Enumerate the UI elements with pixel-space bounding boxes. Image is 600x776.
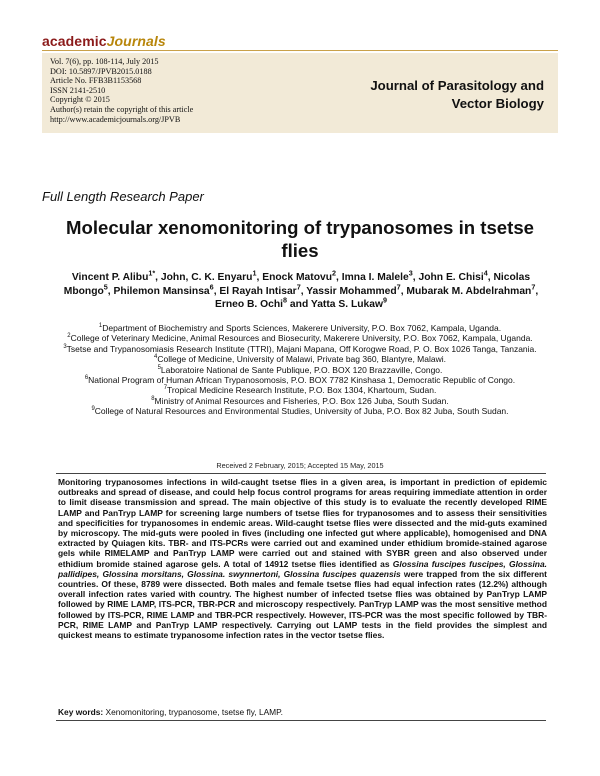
author-affiliation-mark: 9 — [383, 295, 388, 305]
affiliation — [48, 333, 552, 343]
author-name: Nicolas Mbongo — [63, 272, 531, 297]
logo-text-academic: academic — [42, 33, 107, 49]
affiliation-number: 8 — [151, 396, 155, 403]
keywords — [58, 707, 547, 717]
author-affiliation-mark: 5 — [103, 282, 108, 292]
author-list: Vincent P. Alibu$^{1*}$, John, C. K. Enyaru$^1$, Enock Matovu$^2$, Imna I. Malele$^3$, John E. Chisi$^4$, Nicolas Mbongo$^5$, Philemon Mansinsa$^6$, El Rayah Intisar$^7$, Yassir Mohammed$^7$, Mubarak M. Abdelrahman$^7$, Erneo B. Ochi$^8$ and Yatta S. Lukaw$^9$ — [63, 268, 539, 311]
author-name: John E. Chisi — [418, 272, 484, 283]
author-name: Enock Matovu — [262, 272, 333, 283]
affiliation-text: Department of Biochemistry and Sports Sciences, Makerere University, P.O. Box 7062, Kampala, Uganda. — [102, 323, 502, 333]
affiliation — [48, 365, 552, 375]
publisher-logo — [42, 33, 166, 49]
affiliation-text: College of Medicine, University of Malawi, Private bag 360, Blantyre, Malawi. — [157, 354, 446, 365]
affiliation-number: 6 — [84, 375, 89, 382]
author-name: Yatta S. Lukaw — [310, 299, 384, 311]
abstract — [58, 477, 547, 640]
affiliation-text: Laboratoire National de Sante Publique, P.O. BOX 120 Brazzaville, Congo. — [160, 364, 443, 375]
affiliation-number: 3 — [63, 343, 67, 350]
affiliation — [48, 375, 552, 385]
author — [214, 295, 288, 311]
author — [219, 282, 301, 297]
affiliation — [48, 406, 552, 416]
meta-doi: DOI: 10.5897/JPVB2015.0188 — [50, 66, 152, 76]
abstract-species: Glossina fuscipes fuscipes, Glossina. pallidipes, Glossina morsitans, Glossina. swynnertoni, Glossina fuscipes quazensis — [58, 558, 547, 579]
header-rule — [42, 50, 558, 51]
meta-article-no: Article No. FFB3B1153568 — [50, 76, 142, 86]
affiliation-text: Tsetse and Trypanosomiasis Research Institute (TTRI), Majani Mapana, Off Korogwe Road, P. O. Box 1026 Tanga, Tanzania. — [66, 343, 537, 354]
affiliation — [48, 354, 552, 364]
keywords-bottom-rule — [56, 720, 546, 721]
affiliation-text: College of Veterinary Medicine, Animal Resources and Biosecurity, Makerere University, P.O. Box 7062, Kampala, Uganda. — [70, 333, 533, 344]
author-name: Vincent P. Alibu — [71, 272, 149, 283]
abstract-text-part1: Monitoring trypanosomes infections in wild-caught tsetse flies in a given area, is important in prediction of epidemic outbreaks and spread of disease, and could help focus control programs for areas requiring immediate attention in order to limit disease transmission and spread. The main objective of this study is to evaluate the recently developed RIME LAMP and PanTryp LAMP for screening large numbers of tsetse flies for trypanosomes and to assess their sensitivities and specificities for trypanosomes in endemic areas. Wild-caught tsetse flies were dissected and the mid-guts examined by microscopy. The mid-guts were pooled in fives (including one infected gut where applicable), homogenised and DNA extracted by Quiagen kits. TBR- and ITS-PCRs were carried out and examined under ethidium bromide-stained agarose gels while RIMELAMP and PanTryp LAMP were carried out and stained with SYBR green and also observed under ethidium bromide stained agarose gels. A total of 14912 tsetse flies identified as — [58, 477, 547, 569]
author-name: Philemon Mansinsa — [113, 285, 210, 297]
meta-volume: Vol. 7(6), pp. 108-114, July 2015 — [50, 57, 159, 66]
affiliation-number: 5 — [157, 364, 161, 371]
author-name: Mubarak M. Abdelrahman — [406, 285, 532, 297]
author-affiliation-mark: 8 — [283, 295, 288, 305]
author-affiliation-mark: 7 — [296, 282, 301, 292]
author — [341, 268, 413, 283]
affiliation-list — [48, 323, 552, 417]
journal-name — [370, 77, 544, 113]
author — [310, 295, 388, 311]
affiliation-number: 7 — [163, 385, 167, 392]
affiliation — [48, 396, 552, 406]
author-affiliation-mark: 6 — [209, 282, 214, 292]
meta-issn: ISSN 2141-2510 — [50, 85, 106, 95]
logo-text-journals: Journals — [106, 33, 166, 49]
keywords-text: Xenomonitoring, trypanosome, tsetse fly, LAMP. — [103, 707, 283, 717]
affiliation — [48, 323, 552, 333]
affiliation-text: National Program of Human African Trypanosomosis, P.O. BOX 7782 Kinshasa 1, Democratic Republic of Congo. — [88, 375, 516, 386]
meta-rights: Author(s) retain the copyright of this article — [50, 104, 194, 114]
affiliation — [48, 344, 552, 354]
author-affiliation-mark: 1* — [148, 268, 156, 278]
author-name: Yassir Mohammed — [306, 285, 397, 297]
author-affiliation-mark: 4 — [483, 268, 488, 278]
received-dates: Received 2 February, 2015; Accepted 15 May, 2015 — [216, 461, 384, 470]
author-name: El Rayah Intisar — [219, 285, 297, 297]
meta-copyright: Copyright © 2015 — [50, 95, 110, 105]
article-meta — [50, 57, 193, 124]
affiliation-number: 2 — [67, 333, 71, 340]
author — [418, 268, 488, 283]
affiliation-text: College of Natural Resources and Environmental Studies, University of Juba, P.O. Box 82 Juba, South Sudan. — [94, 406, 509, 417]
journal-name-line1: Journal of Parasitology and — [370, 78, 544, 93]
author — [113, 282, 214, 297]
author-name: Imna I. Malele — [341, 272, 409, 283]
paper-type: Full Length Research Paper — [42, 189, 204, 204]
author-affiliation-mark: 7 — [396, 282, 401, 292]
affiliation-text: Ministry of Animal Resources and Fisheries, P.O. Box 126 Juba, South Sudan. — [154, 395, 449, 406]
paper-title: Molecular xenomonitoring of trypanosomes in tsetse flies — [65, 217, 535, 261]
author-affiliation-mark: 1 — [252, 268, 257, 278]
keywords-label: Key words: — [58, 707, 104, 717]
abstract-text-part2: were trapped from the six different countries. Of these, 8789 were dissected. Both males and female tsetse flies had equal infection rates (12.2%) although overall infection rates varied with country. The highest number of infected tsetse flies was obtained by PanTryp LAMP followed by RIME LAMP, ITS-PCR, TBR-PCR and microscopy respectively. PanTryp LAMP was the most sensitive method followed by ITS-PCR, RIME LAMP and TBR-PCR respectively. However, ITS-PCR was the most specific followed by TBR-PCR, RIME LAMP and PanTryp LAMP respectively. Carrying out LAMP tests in the field provides the simplest and quickest means to estimate trypanosome infection rates in the vector tsetse flies. — [58, 568, 547, 641]
author-affiliation-mark: 3 — [408, 268, 413, 278]
affiliation — [48, 385, 552, 395]
journal-name-line2: Vector Biology — [451, 96, 544, 111]
affiliation-number: 4 — [154, 354, 158, 361]
author — [71, 268, 156, 283]
author-name: John, C. K. Enyaru — [160, 272, 253, 283]
affiliation-text: Tropical Medicine Research Institute, P.O. Box 1304, Khartoum, Sudan. — [167, 385, 437, 396]
author — [406, 282, 536, 297]
affiliation-number: 1 — [98, 323, 103, 330]
abstract-top-rule — [56, 473, 546, 474]
author-affiliation-mark: 7 — [531, 282, 536, 292]
author-affiliation-mark: 2 — [332, 268, 337, 278]
author-name: Erneo B. Ochi — [214, 299, 284, 311]
affiliation-number: 9 — [91, 406, 95, 413]
meta-url[interactable]: http://www.academicjournals.org/JPVB — [50, 114, 181, 124]
